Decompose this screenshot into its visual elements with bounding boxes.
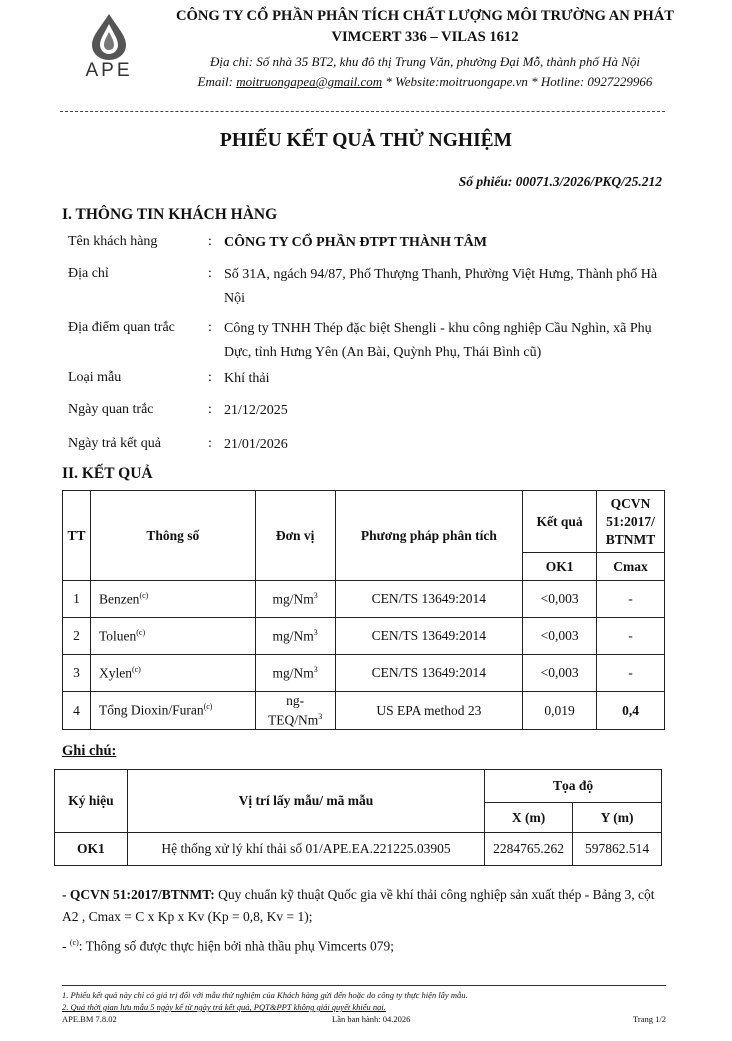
info-value: CÔNG TY CỔ PHẦN ĐTPT THÀNH TÂM	[224, 235, 487, 250]
col-header-method: Phương pháp phân tích	[335, 491, 523, 581]
cell-param: Benzen$^{(c)}$	[90, 581, 255, 618]
page-number: Trang 1/2	[633, 1014, 666, 1024]
report-number: Số phiếu: 00071.3/2026/PKQ/25.212	[458, 174, 662, 189]
cell-limit: -	[597, 618, 665, 655]
col-header-unit: Đơn vị	[255, 491, 335, 581]
company-logo	[70, 12, 148, 96]
info-value: Công ty TNHH Thép đặc biệt Shengli - khu công nghiệp Cầu Nghìn, xã Phụ Dực, tỉnh Hưng Yên (An Bài, Quỳnh Phụ, Thái Bình cũ)	[224, 321, 652, 360]
cell-limit: -	[597, 581, 665, 618]
table-row	[63, 618, 665, 655]
footer-note-1: 1. Phiếu kết quả này chỉ có giá trị đối với mẫu thử nghiệm của Khách hàng gửi đến hoặc do công ty thực hiện lấy mẫu.	[62, 990, 468, 1000]
col-header-symbol: Ký hiệu	[55, 770, 128, 833]
header-divider	[60, 111, 665, 112]
info-label: Địa chỉ	[68, 266, 109, 281]
qcvn-text: Quy chuẩn kỹ thuật Quốc gia về khí thải công nghiệp sản xuất thép - Bảng 3, cột A2 , Cmax = C x Kp x Kv (Kp = 0,8, Kv = 1);	[62, 887, 655, 924]
subcontract-note: - $^{(c)}$: Thông số được thực hiện bởi nhà thầu phụ Vimcerts 079;	[62, 938, 394, 954]
col-header-qcvn: QCVN 51:2017/ BTNMT	[597, 491, 665, 553]
cell-method: US EPA method 23	[335, 692, 523, 730]
col-header-tt: TT	[63, 491, 91, 581]
subcontract-sup: (c)	[69, 938, 79, 947]
cell-param: Toluen$^{(c)}$	[90, 618, 255, 655]
email-label: Email:	[197, 74, 237, 89]
footer-note-2: 2. Quá thời gian lưu mẫu 5 ngày kể từ ngày trả kết quả, PQT&PPT không giải quyết khiếu nại.	[62, 1002, 386, 1012]
subcontract-text: : Thông số được thực hiện bởi nhà thầu phụ Vimcerts 079;	[78, 938, 394, 954]
cell-limit: 0,4	[597, 692, 665, 730]
email-link[interactable]: moitruongapea@gmail.com	[236, 74, 383, 89]
info-label: Ngày quan trắc	[68, 402, 154, 417]
cell-method: CEN/TS 13649:2014	[335, 618, 523, 655]
table-row	[55, 833, 662, 866]
info-colon: :	[208, 436, 212, 451]
results-table	[62, 490, 665, 730]
company-cert: VIMCERT 336 – VILAS 1612	[331, 29, 519, 45]
company-contact	[160, 74, 690, 90]
table-row	[63, 581, 665, 618]
cell-x: 2284765.262	[485, 833, 573, 866]
cell-unit: mg/Nm$^3$	[255, 655, 335, 692]
qcvn-note	[62, 884, 662, 928]
info-label: Loại mẫu	[68, 370, 122, 385]
footer-divider	[62, 985, 666, 986]
col-header-ok1: OK1	[523, 553, 597, 581]
col-header-cmax: Cmax	[597, 553, 665, 581]
issue-date: Lần ban hành: 04.2026	[332, 1014, 411, 1024]
cell-result: 0,019	[523, 692, 597, 730]
col-header-coords: Tọa độ	[485, 770, 662, 803]
section-customer-heading: I. THÔNG TIN KHÁCH HÀNG	[62, 206, 278, 223]
qcvn-label: - QCVN 51:2017/BTNMT:	[62, 887, 215, 902]
cell-param: Xylen$^{(c)}$	[90, 655, 255, 692]
info-colon: :	[208, 370, 212, 385]
cell-result: <0,003	[523, 618, 597, 655]
info-colon: :	[208, 320, 212, 335]
col-header-result: Kết quả	[523, 491, 597, 553]
cell-unit: mg/Nm$^3$	[255, 618, 335, 655]
info-label: Địa điểm quan trắc	[68, 320, 175, 335]
logo-text: APE	[85, 60, 133, 81]
cell-tt: 1	[63, 581, 91, 618]
cell-tt: 4	[63, 692, 91, 730]
cell-tt: 2	[63, 618, 91, 655]
info-colon: :	[208, 266, 212, 281]
notes-heading: Ghi chú:	[62, 743, 117, 759]
cell-location: Hệ thống xử lý khí thải số 01/APE.EA.221225.03905	[127, 833, 484, 866]
form-code: APE.BM 7.8.02	[62, 1014, 117, 1024]
info-colon: :	[208, 234, 212, 249]
cell-symbol: OK1	[55, 833, 128, 866]
cell-result: <0,003	[523, 581, 597, 618]
col-header-param: Thông số	[90, 491, 255, 581]
table-row	[63, 692, 665, 730]
cell-tt: 3	[63, 655, 91, 692]
info-value: Khí thải	[224, 371, 270, 386]
cell-y: 597862.514	[573, 833, 662, 866]
cell-limit: -	[597, 655, 665, 692]
logo-drop-icon	[70, 12, 148, 62]
cell-unit: mg/Nm$^3$	[255, 581, 335, 618]
company-address: Địa chỉ: Số nhà 35 BT2, khu đô thị Trung Văn, phường Đại Mỗ, thành phố Hà Nội	[209, 54, 641, 69]
location-table	[54, 769, 662, 866]
info-label: Ngày trả kết quả	[68, 436, 161, 451]
col-header-location: Vị trí lấy mẫu/ mã mẫu	[127, 770, 484, 833]
info-colon: :	[208, 402, 212, 417]
col-header-y: Y (m)	[573, 803, 662, 833]
info-value: 21/01/2026	[224, 437, 288, 452]
col-header-x: X (m)	[485, 803, 573, 833]
company-name: CÔNG TY CỔ PHẦN PHÂN TÍCH CHẤT LƯỢNG MÔI TRƯỜNG AN PHÁT	[176, 8, 674, 24]
info-value: Số 31A, ngách 94/87, Phố Thượng Thanh, Phường Việt Hưng, Thành phố Hà Nội	[224, 267, 658, 306]
contact-rest: * Website:moitruongape.vn * Hotline: 0927229966	[382, 74, 653, 89]
table-row	[63, 655, 665, 692]
cell-unit: ng- TEQ/Nm$^3$	[255, 692, 335, 730]
info-value: 21/12/2025	[224, 403, 288, 418]
cell-method: CEN/TS 13649:2014	[335, 655, 523, 692]
cell-param: Tổng Dioxin/Furan$^{(c)}$	[90, 692, 255, 730]
cell-result: <0,003	[523, 655, 597, 692]
section-results-heading: II. KẾT QUẢ	[62, 465, 153, 482]
cell-method: CEN/TS 13649:2014	[335, 581, 523, 618]
page-title: PHIẾU KẾT QUẢ THỬ NGHIỆM	[219, 130, 513, 151]
info-label: Tên khách hàng	[68, 234, 158, 249]
